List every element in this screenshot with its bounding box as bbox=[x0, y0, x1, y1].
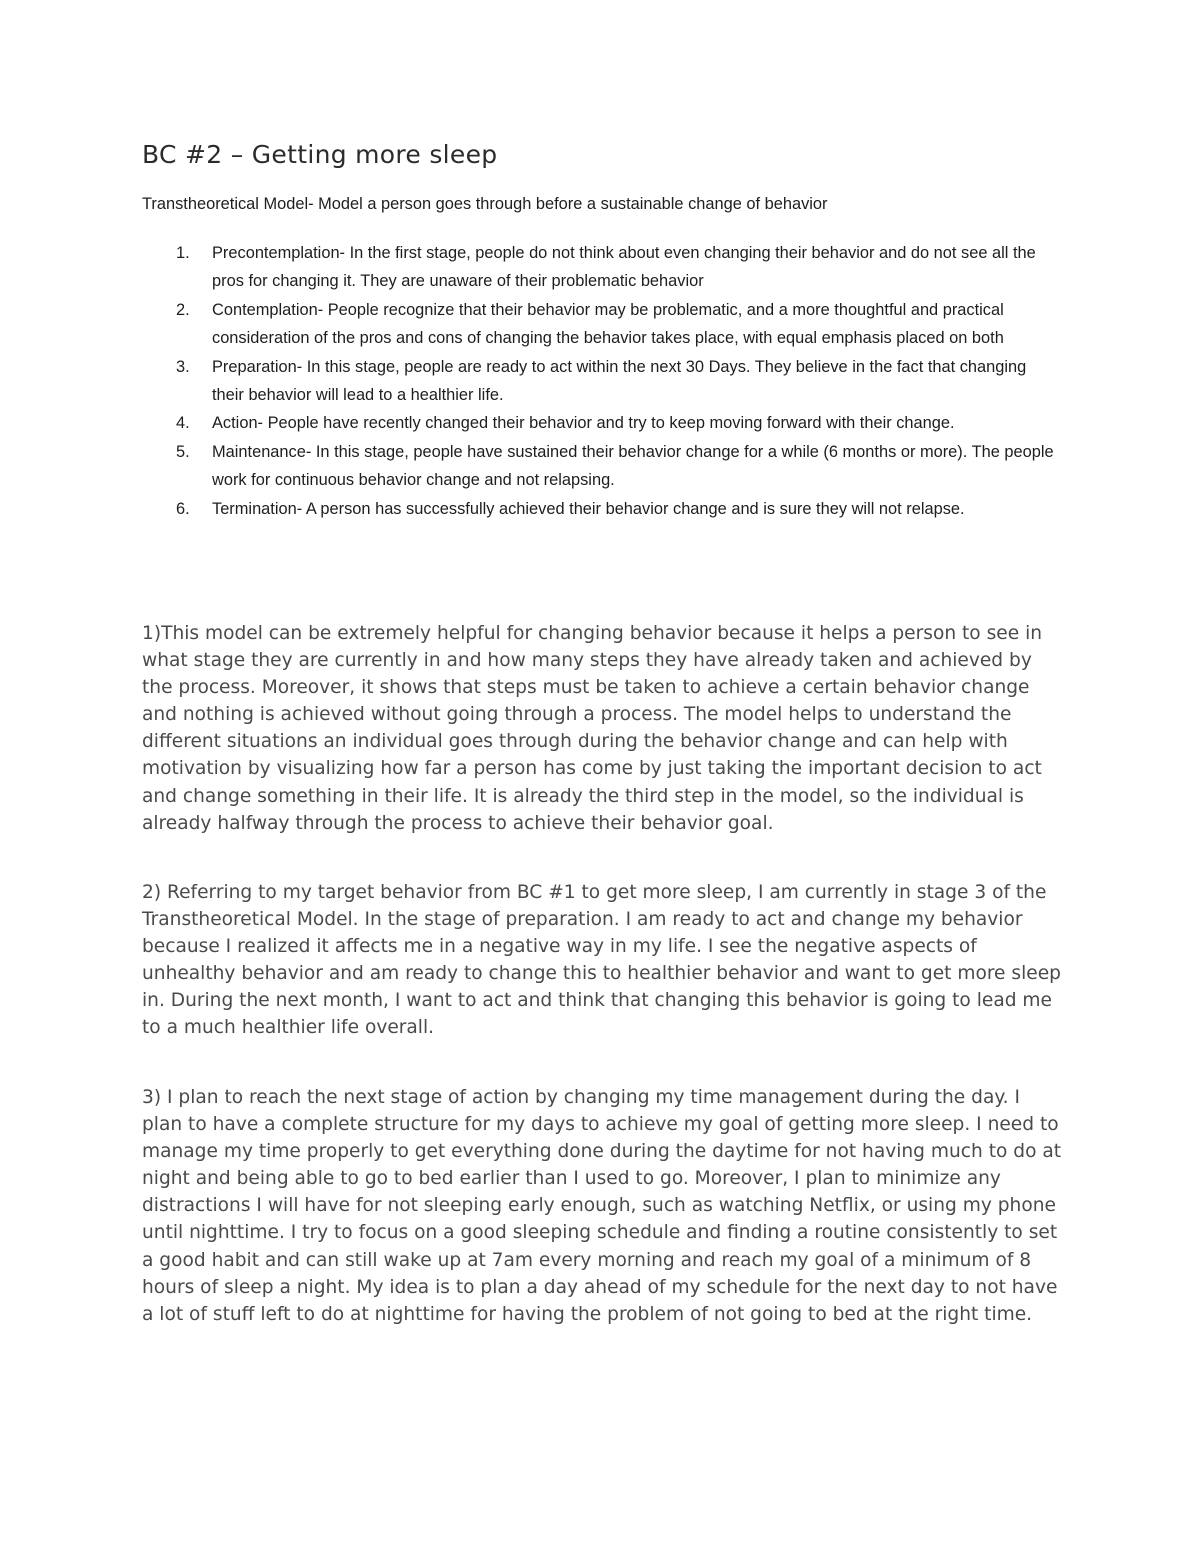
list-item-text: Precontemplation- In the first stage, people do not think about even changing their behavior and do not see all the pros for changing it. They are unaware of their problematic behavior bbox=[212, 244, 1036, 291]
list-item-text: Contemplation- People recognize that their behavior may be problematic, and a more thoughtful and practical consideration of the pros and cons of changing the behavior takes place, with equal emphasis placed on both bbox=[212, 300, 1004, 348]
list-item bbox=[142, 438, 1062, 495]
list-item-text: Maintenance- In this stage, people have sustained their behavior change for a while (6 months or more). The people work for continuous behavior change and not relapsing. bbox=[212, 442, 1054, 490]
list-item-text: Action- People have recently changed their behavior and try to keep moving forward with their change. bbox=[212, 414, 955, 433]
answer-paragraph-1: 1)This model can be extremely helpful for changing behavior because it helps a person to see in what stage they are currently in and how many steps they have already taken and achieved by the process. Moreover, it shows that steps must be taken to achieve a certain behavior change and nothing is achieved without going through a process. The model helps to understand the different situations an individual goes through during the behavior change and can help with motivation by visualizing how far a person has come by just taking the important decision to act and change something in their life. It is already the third step in the model, so the individual is already halfway through the process to achieve their behavior goal. bbox=[142, 623, 1043, 834]
list-item-number: 6. bbox=[176, 499, 190, 518]
list-item bbox=[142, 409, 1062, 437]
answer-paragraph-3: 3) I plan to reach the next stage of action by changing my time management during the day. I plan to have a complete structure for my days to achieve my goal of getting more sleep. I need to manage my time properly to get everything done during the daytime for not having much to do at night and being able to go to bed earlier than I used to go. Moreover, I plan to minimize any distractions I will have for not sleeping early enough, such as watching Netflix, or using my phone until nighttime. I try to focus on a good sleeping schedule and finding a routine consistently to set a good habit and can still wake up at 7am every morning and reach my goal of a minimum of 8 hours of sleep a night. My idea is to plan a day ahead of my schedule for the next day to not have a lot of stuff left to do at nighttime for having the problem of not going to bed at the right time. bbox=[142, 1087, 1062, 1325]
list-item-number: 3. bbox=[176, 357, 190, 376]
answer-paragraph-2: 2) Referring to my target behavior from BC #1 to get more sleep, I am currently in stage 3 of the Transtheoretical Model. In the stage of preparation. I am ready to act and change my behavior because I realized it affects me in a negative way in my life. I see the negative aspects of unhealthy behavior and am ready to change this to healthier behavior and want to get more sleep in. During the next month, I want to act and think that changing this behavior is going to lead me to a much healthier life overall. bbox=[142, 882, 1061, 1039]
document-title: BC #2 – Getting more sleep bbox=[142, 140, 498, 169]
list-item-text: Termination- A person has successfully achieved their behavior change and is sure they will not relapse. bbox=[212, 499, 965, 518]
model-definition: Transtheoretical Model- Model a person goes through before a sustainable change of behavior bbox=[142, 195, 828, 213]
list-item bbox=[142, 239, 1062, 296]
list-item-text: Preparation- In this stage, people are ready to act within the next 30 Days. They believe in the fact that changing their behavior will lead to a healthier life. bbox=[212, 357, 1027, 405]
list-item-number: 5. bbox=[176, 442, 190, 461]
list-item bbox=[142, 495, 1062, 523]
list-item bbox=[142, 296, 1062, 353]
list-item bbox=[142, 353, 1062, 410]
list-item-number: 1. bbox=[176, 244, 190, 262]
stages-list bbox=[142, 239, 1062, 523]
list-item-number: 4. bbox=[176, 414, 190, 433]
list-item-number: 2. bbox=[176, 300, 190, 319]
